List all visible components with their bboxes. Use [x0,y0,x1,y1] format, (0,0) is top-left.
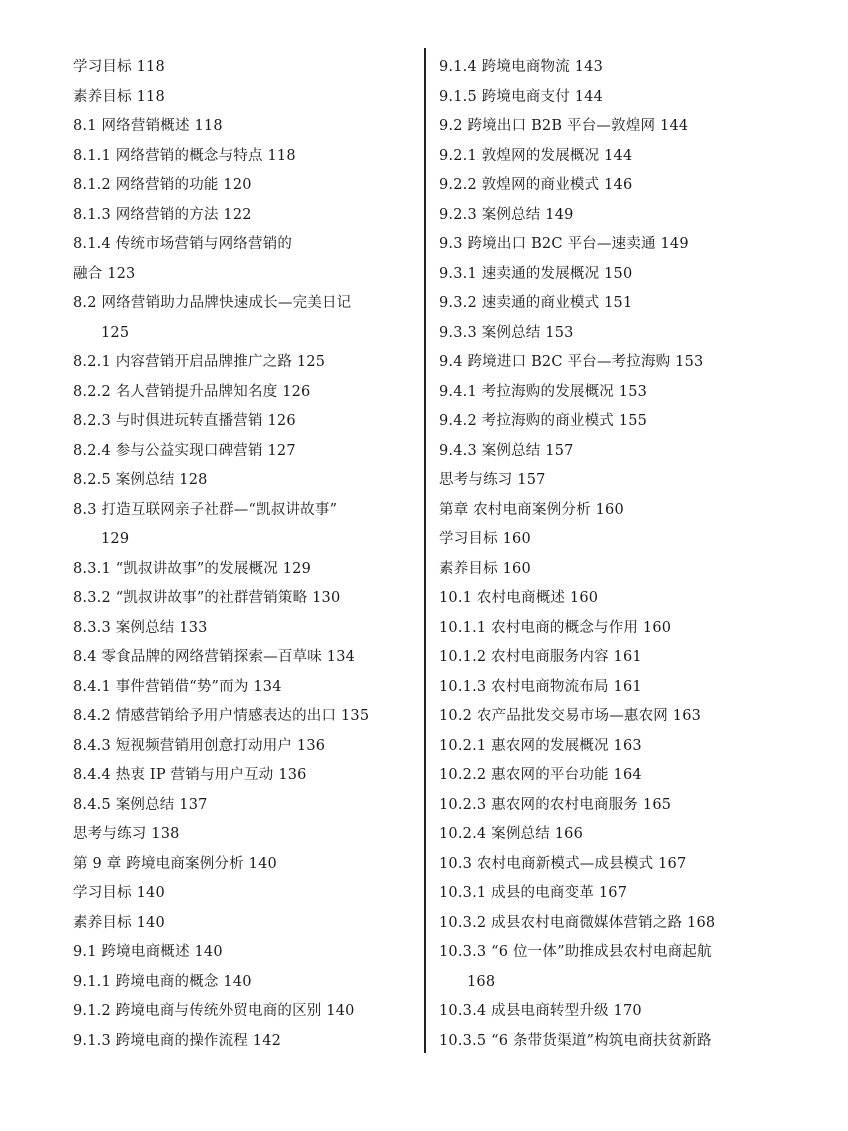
toc-entry: 8.4.5 案例总结 137 [73,796,208,813]
toc-entry: 10.3.3 “6 位一体”助推成县农村电商起航 [439,944,712,960]
toc-entry: 8.4.2 情感营销给予用户情感表达的出口 135 [73,708,370,724]
toc-entry: 思考与练习 138 [73,826,180,842]
toc-entry: 10.2.1 惠农网的发展概况 163 [439,737,642,754]
toc-entry: 9.2.3 案例总结 149 [439,206,574,223]
toc-entry: 学习目标 118 [73,59,165,75]
toc-entry: 8.2.4 参与公益实现口碑营销 127 [73,442,296,459]
toc-entry: 10.1.3 农村电商物流布局 161 [439,678,642,695]
toc-entry: 9.1.1 跨境电商的概念 140 [73,973,252,990]
toc-entry: 素养目标 140 [73,914,165,931]
toc-entry: 素养目标 160 [439,560,531,577]
toc-entry: 8.2.5 案例总结 128 [73,472,208,488]
toc-entry: 8.2 网络营销助力品牌快速成长—完美日记 [73,295,352,311]
toc-entry: 8.3.2 “凯叔讲故事”的社群营销策略 130 [73,590,341,606]
toc-entry: 9.2.1 敦煌网的发展概况 144 [439,147,633,164]
toc-entry: 思考与练习 157 [439,472,546,488]
toc-entry: 10.3.2 成县农村电商微媒体营销之路 168 [439,914,716,931]
toc-entry: 10.3.5 “6 条带货渠道”构筑电商扶贫新路 [439,1032,712,1049]
toc-entry: 8.1 网络营销概述 118 [73,118,223,134]
toc-right-column [439,53,789,1056]
toc-entry: 8.4 零食品牌的网络营销探索—百草味 134 [73,649,356,665]
toc-entry: 9.3.1 速卖通的发展概况 150 [439,265,633,282]
toc-entry: 8.1.3 网络营销的方法 122 [73,206,252,223]
toc-entry: 9.3.2 速卖通的商业模式 151 [439,295,633,311]
toc-entry: 9.1.5 跨境电商支付 144 [439,88,603,105]
toc-entry: 第 9 章 跨境电商案例分析 140 [73,855,277,872]
toc-entry: 9.2.2 敦煌网的商业模式 146 [439,177,633,193]
toc-entry: 8.4.3 短视频营销用创意打动用户 136 [73,737,326,754]
toc-entry: 9.2 跨境出口 B2B 平台—敦煌网 144 [439,118,689,134]
toc-entry: 8.4.1 事件营销借“势”而为 134 [73,678,282,695]
column-divider [424,48,426,1053]
toc-entry: 168 [467,973,496,990]
toc-entry: 第章 农村电商案例分析 160 [439,501,624,518]
toc-entry: 学习目标 160 [439,531,531,547]
toc-entry: 10.3.4 成县电商转型升级 170 [439,1003,642,1019]
toc-entry: 10.3.1 成县的电商变革 167 [439,885,628,901]
toc-entry: 8.3.1 “凯叔讲故事”的发展概况 129 [73,560,312,577]
toc-entry: 10.2.2 惠农网的平台功能 164 [439,767,642,783]
toc-entry: 10.2.4 案例总结 166 [439,826,584,842]
toc-entry: 10.1.1 农村电商的概念与作用 160 [439,619,672,636]
toc-entry: 8.2.2 名人营销提升品牌知名度 126 [73,383,311,400]
toc-left-column [73,53,418,1056]
toc-entry: 8.3.3 案例总结 133 [73,619,208,636]
toc-entry: 9.1.4 跨境电商物流 143 [439,59,603,75]
toc-entry: 10.2.3 惠农网的农村电商服务 165 [439,796,672,813]
toc-entry: 9.1.3 跨境电商的操作流程 142 [73,1032,282,1049]
toc-entry: 10.1.2 农村电商服务内容 161 [439,649,642,665]
toc-entry: 9.1 跨境电商概述 140 [73,944,223,960]
toc-entry: 9.4.1 考拉海购的发展概况 153 [439,383,648,400]
toc-entry: 8.1.2 网络营销的功能 120 [73,177,252,193]
toc-entry: 8.2.1 内容营销开启品牌推广之路 125 [73,354,326,370]
toc-entry: 9.4.3 案例总结 157 [439,442,574,459]
toc-entry: 融合 123 [73,265,136,282]
toc-entry: 9.1.2 跨境电商与传统外贸电商的区别 140 [73,1003,355,1019]
toc-entry: 10.1 农村电商概述 160 [439,590,599,606]
toc-entry: 9.4 跨境进口 B2C 平台—考拉海购 153 [439,354,704,370]
toc-entry: 8.1.4 传统市场营销与网络营销的 [73,236,293,252]
toc-entry: 129 [101,531,130,547]
toc-entry: 10.3 农村电商新模式—成县模式 167 [439,855,687,872]
toc-entry: 125 [101,324,130,341]
toc-entry: 8.3 打造互联网亲子社群—“凯叔讲故事” [73,501,338,518]
toc-entry: 9.4.2 考拉海购的商业模式 155 [439,413,648,429]
toc-entry: 9.3 跨境出口 B2C 平台—速卖通 149 [439,236,689,252]
toc-entry: 10.2 农产品批发交易市场—惠农网 163 [439,708,702,724]
toc-entry: 学习目标 140 [73,885,165,901]
toc-entry: 9.3.3 案例总结 153 [439,324,574,341]
toc-entry: 8.4.4 热衷 IP 营销与用户互动 136 [73,767,307,783]
toc-entry: 8.1.1 网络营销的概念与特点 118 [73,147,296,164]
toc-entry: 素养目标 118 [73,88,165,105]
toc-entry: 8.2.3 与时俱进玩转直播营销 126 [73,413,296,429]
